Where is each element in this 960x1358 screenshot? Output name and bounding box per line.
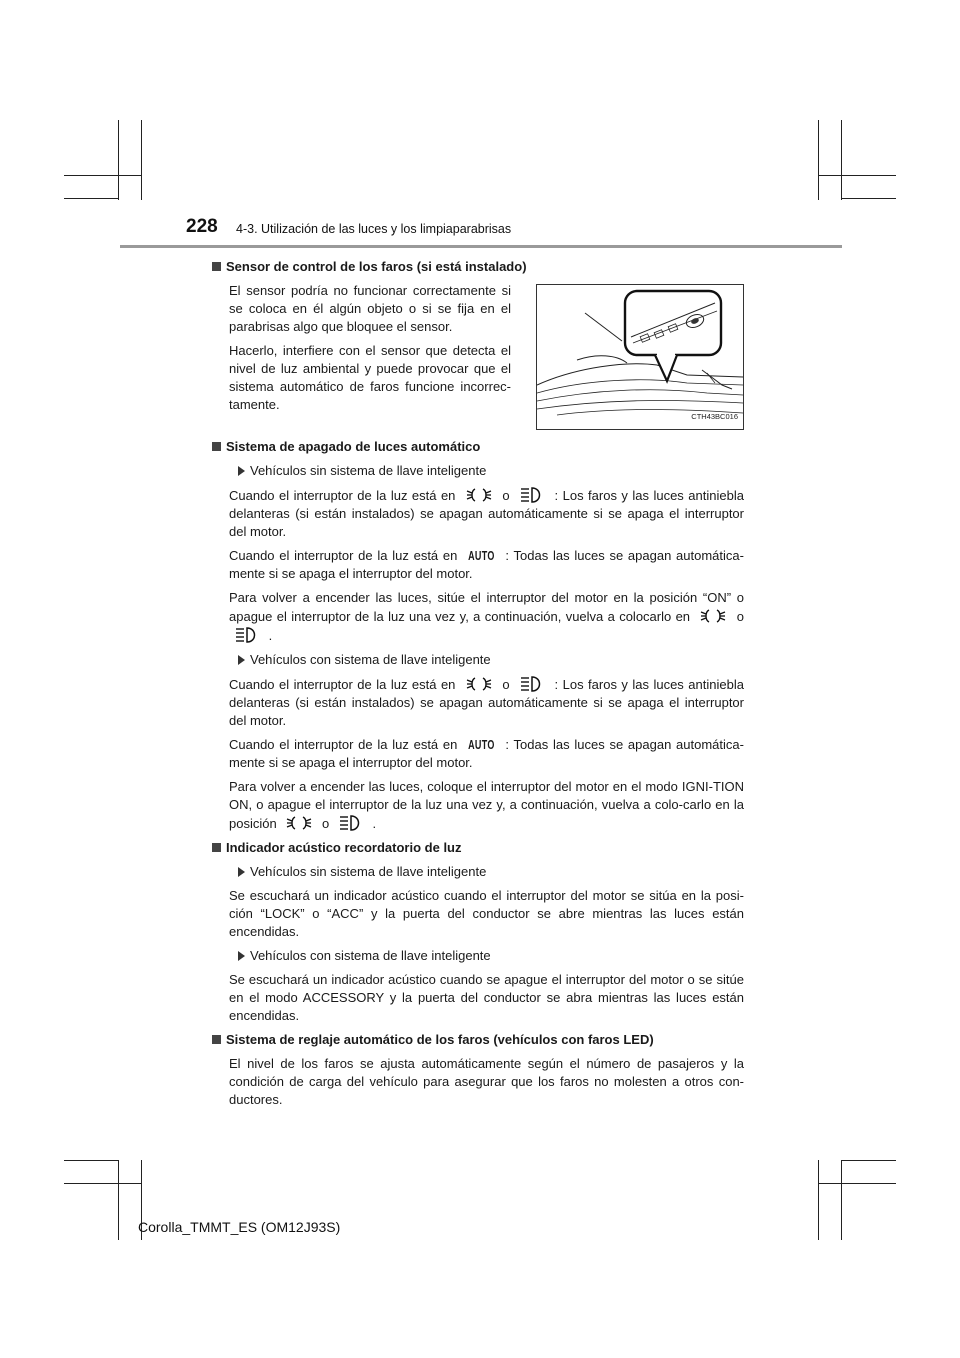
subheading xyxy=(229,651,744,669)
crop-mark xyxy=(64,198,119,199)
crop-mark xyxy=(64,1183,142,1184)
text: . xyxy=(268,628,273,643)
subheading-text: Vehículos con sistema de llave inteligente xyxy=(250,652,491,667)
text: : Los faros y las luces antiniebla delanteras (si están instalados) se apagan automáticamente si se apaga el interruptor del motor. xyxy=(229,677,744,728)
crop-mark xyxy=(841,198,896,199)
paragraph xyxy=(229,736,744,772)
triangle-arrow-icon xyxy=(238,655,245,665)
paragraph xyxy=(229,778,744,833)
crop-mark xyxy=(818,1160,819,1240)
paragraph xyxy=(229,675,744,730)
section-title-text: Sensor de control de los faros (si está instalado) xyxy=(226,259,527,274)
text: Para volver a encender las luces, sitúe el interruptor del motor en la posición “ON” o apague el interruptor de la luz una vez y, a continuación, vuelva a colocarlo en xyxy=(229,590,744,624)
text: o xyxy=(502,488,510,503)
header-rule xyxy=(120,245,842,248)
triangle-arrow-icon xyxy=(238,867,245,877)
paragraph: El nivel de los faros se ajusta automáticamente según el número de pasajeros y la condición de carga del vehículo para asegurar que los faros no molesten a otros con-ductores. xyxy=(229,1056,744,1107)
paragraph xyxy=(229,589,744,645)
text: o xyxy=(502,677,510,692)
tail-light-icon xyxy=(700,607,726,625)
crop-mark xyxy=(64,175,142,176)
section-title-text: Indicador acústico recordatorio de luz xyxy=(226,840,462,855)
subheading xyxy=(229,462,744,480)
headlight-icon xyxy=(520,675,544,693)
crop-mark xyxy=(64,1160,119,1161)
crop-mark xyxy=(841,1160,842,1240)
crop-mark xyxy=(818,175,896,176)
section-title xyxy=(212,839,744,857)
content xyxy=(212,258,744,1115)
tail-light-icon xyxy=(466,486,492,504)
paragraph xyxy=(229,486,744,541)
crop-mark xyxy=(818,120,819,200)
text: Cuando el interruptor de la luz está en xyxy=(229,548,458,563)
paragraph: El sensor podría no funcionar correctamente si se coloca en él algún objeto o si se fija en el parabrisas algo que bloquee el sensor. xyxy=(229,283,511,334)
text: . xyxy=(372,816,377,831)
section-title-text: Sistema de apagado de luces automático xyxy=(226,439,481,454)
section-title xyxy=(212,438,744,456)
paragraph xyxy=(229,547,744,583)
footer-text: Corolla_TMMT_ES (OM12J93S) xyxy=(138,1219,341,1235)
crop-mark xyxy=(118,1160,119,1240)
text: o xyxy=(321,816,330,831)
headlight-icon xyxy=(520,486,544,504)
triangle-arrow-icon xyxy=(238,466,245,476)
section-title xyxy=(212,1031,744,1049)
subheading-text: Vehículos sin sistema de llave inteligente xyxy=(250,463,487,478)
text: Para volver a encender las luces, coloque el interruptor del motor en el modo IGNI-TION ON, o apague el interruptor de la luz una vez y, a continuación, vuelva a colo-carlo en la posición xyxy=(229,779,744,831)
headlight-icon xyxy=(235,626,259,644)
headlight-icon xyxy=(339,814,363,832)
square-bullet-icon xyxy=(212,1035,221,1044)
text: : Todas las luces se apagan automática-mente si se apaga el interruptor del motor. xyxy=(229,548,744,581)
crop-mark xyxy=(818,1183,896,1184)
triangle-arrow-icon xyxy=(238,951,245,961)
square-bullet-icon xyxy=(212,442,221,451)
text: Cuando el interruptor de la luz está en xyxy=(229,488,456,503)
text: Cuando el interruptor de la luz está en xyxy=(229,737,458,752)
sensor-illustration xyxy=(536,284,744,430)
subheading-text: Vehículos sin sistema de llave inteligente xyxy=(250,864,487,879)
auto-icon: AUTO xyxy=(468,549,495,563)
subheading xyxy=(229,863,744,881)
text: o xyxy=(736,609,744,624)
square-bullet-icon xyxy=(212,843,221,852)
tail-light-icon xyxy=(466,675,492,693)
text: Cuando el interruptor de la luz está en xyxy=(229,677,456,692)
text: : Los faros y las luces antiniebla delanteras (si están instalados) se apagan automáticamente si se apaga el interruptor del motor. xyxy=(229,488,744,539)
section-title-text: Sistema de reglaje automático de los faros (vehículos con faros LED) xyxy=(226,1032,654,1047)
square-bullet-icon xyxy=(212,262,221,271)
page-number: 228 xyxy=(186,216,218,237)
auto-icon: AUTO xyxy=(468,738,495,752)
figure-code: CTH43BC016 xyxy=(691,412,738,421)
paragraph: Hacerlo, interfiere con el sensor que detecta el nivel de luz ambiental y puede provocar que el sistema automático de faros funcione incorrec-tamente. xyxy=(229,343,511,412)
crop-mark xyxy=(841,120,842,200)
paragraph: Se escuchará un indicador acústico cuando se apague el interruptor del motor o se sitúe en el modo ACCESSORY y la puerta del conductor se abra mientras las luces están encendidas. xyxy=(229,972,744,1023)
crop-mark xyxy=(141,120,142,200)
subheading-text: Vehículos con sistema de llave inteligente xyxy=(250,948,491,963)
tail-light-icon xyxy=(286,814,312,832)
subheading xyxy=(229,947,744,965)
crop-mark xyxy=(118,120,119,200)
section-header: 4-3. Utilización de las luces y los limpiaparabrisas xyxy=(236,222,512,236)
section-title xyxy=(212,258,744,276)
paragraph: Se escuchará un indicador acústico cuando el interruptor del motor se sitúa en la posi-ción “LOCK” o “ACC” y la puerta del conductor se abre mientras las luces están encendidas. xyxy=(229,888,744,939)
text: : Todas las luces se apagan automática-mente si se apaga el interruptor del motor. xyxy=(229,737,744,770)
crop-mark xyxy=(841,1160,896,1161)
